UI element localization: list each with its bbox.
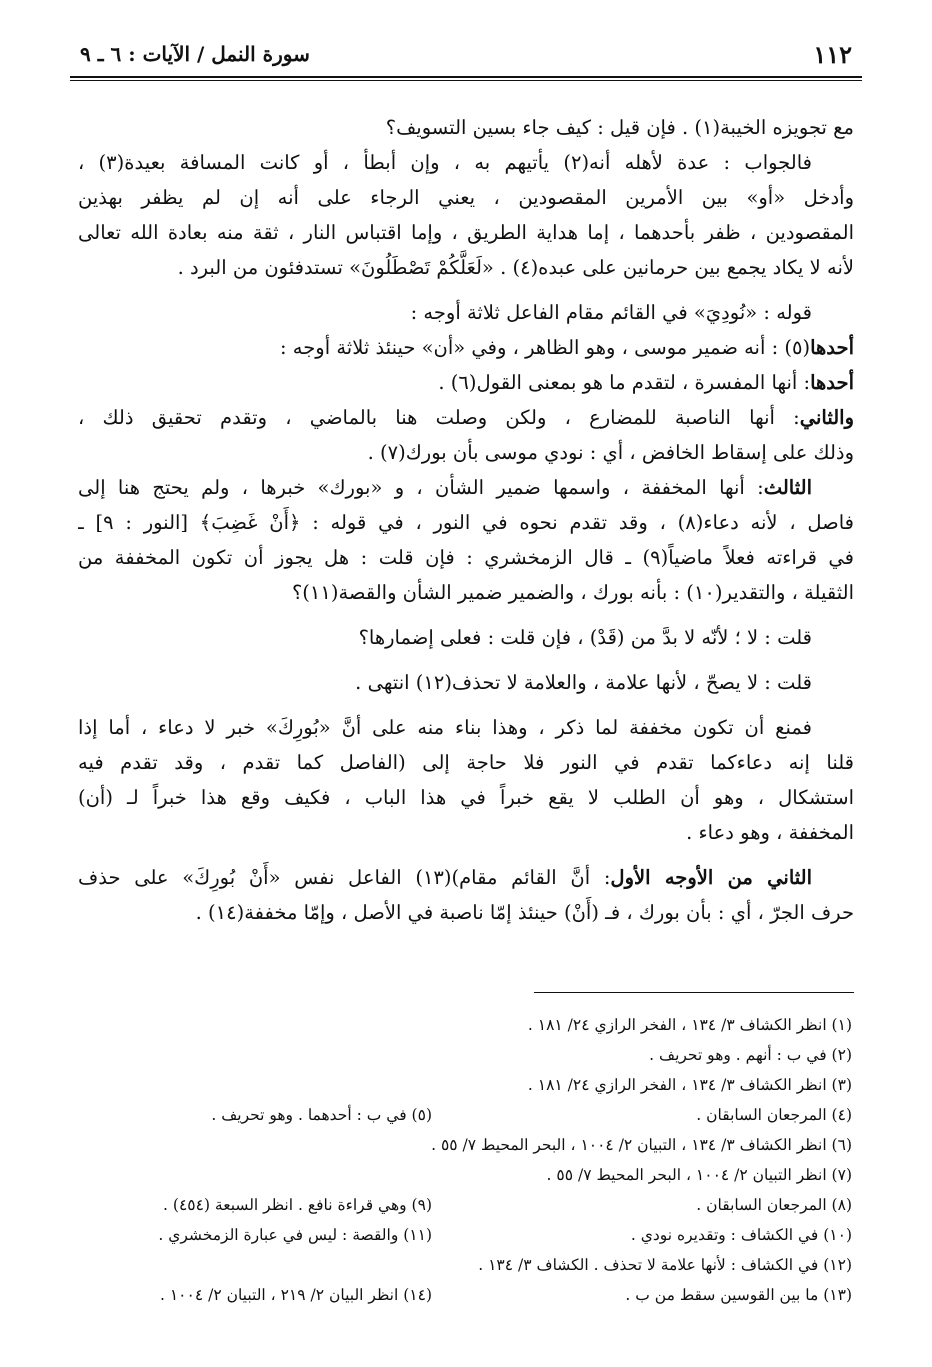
text-line: مع تجويزه الخيبة(١) . فإن قيل : كيف جاء بسين التسويف؟ [385, 116, 854, 139]
text-line: قلت : لا ؛ لأنّه لا بدَّ من (قَدْ) ، فإن قلت : فعلى إضمارها؟ [358, 626, 812, 649]
footnote-rule [534, 992, 854, 993]
text-line: المخففة ، وهو دعاء . [686, 821, 854, 844]
footnote: (٦) انظر الكشاف ٣/ ١٣٤ ، التبيان ٢/ ١٠٠٤ ، البحر المحيط ٧/ ٥٥ . [431, 1136, 852, 1154]
main-text [78, 110, 854, 930]
footnote-row [80, 1010, 852, 1040]
lead-word: أحدها [810, 371, 854, 394]
footnote-row [80, 1220, 852, 1250]
footnote: (٨) المرجعان السابقان . [696, 1196, 852, 1214]
running-title: سورة النمل / الآيات : ٦ ـ ٩ [80, 42, 310, 66]
text-line: الثاني من الأوجه الأول: أنَّ القائم مقام)(١٣) الفاعل نفس «أَنْ بُورِكَ» على حذف [78, 866, 813, 889]
text-line: لأنه لا يكاد يجمع بين حرمانين على عبده(٤) . «لَعَلَّكُمْ تَصْطَلُونَ» تستدفئون من البرد . [177, 256, 854, 279]
text-line: حرف الجرّ ، أي : بأن بورك ، فـ (أَنْ) حينئذ إمّا ناصبة في الأصل ، وإمّا مخففة(١٤) . [195, 901, 854, 924]
page-header [70, 40, 862, 74]
footnote: (١٢) في الكشاف : لأنها علامة لا تحذف . الكشاف ٣/ ١٣٤ . [478, 1256, 852, 1274]
text-line: وذلك على إسقاط الخافض ، أي : نودي موسى بأن بورك(٧) . [367, 441, 854, 464]
footnote: (٢) في ب : أنهم . وهو تحريف . [649, 1046, 852, 1064]
footnote: (١١) والقصة : ليس في عبارة الزمخشري . [158, 1226, 432, 1244]
text-line: فاصل ، لأنه دعاء(٨) ، وقد تقدم نحوه في النور ، في قوله : ﴿أَنْ غَضِبَ﴾ [النور : ٩] ـ [78, 511, 854, 534]
text-line: استشكال ، وهو أن الطلب لا يقع خبراً في هذا الباب ، فكيف وقع هذا خبراً لـ (أن) [78, 786, 854, 809]
footnote-row [80, 1100, 852, 1130]
text-line: وأدخل «أو» بين الأمرين المقصودين ، يعني الرجاء على أنه إن لم يظفر بهذين [78, 186, 854, 209]
header-rule-thin [70, 80, 862, 81]
text-line: قلت : لا يصحّ ، لأنها علامة ، والعلامة لا تحذف(١٢) انتهى . [355, 671, 812, 694]
text-line: الثقيلة ، والتقدير(١٠) : بأنه بورك ، والضمير ضمير الشأن والقصة(١١)؟ [291, 581, 854, 604]
footnote-row [80, 1130, 852, 1160]
text-line: والثاني: أنها الناصبة للمضارع ، ولكن وصلت هنا بالماضي ، وتقدم تحقيق ذلك ، [78, 406, 854, 429]
footnote: (١٤) انظر البيان ٢/ ٢١٩ ، التبيان ٢/ ١٠٠٤ . [159, 1286, 432, 1304]
lead-word: أحدها [810, 336, 854, 359]
text-line: أحدها: أنها المفسرة ، لتقدم ما هو بمعنى القول(٦) . [438, 371, 854, 394]
footnote: (٩) وهي قراءة نافع . انظر السبعة (٤٥٤) . [163, 1196, 432, 1214]
text-line: المقصودين ، ظفر بأحدهما ، إما هداية الطريق ، وإما اقتباس النار ، ثقة منه بعادة الله تعالى [78, 221, 854, 244]
footnote-row [80, 1190, 852, 1220]
footnote: (٤) المرجعان السابقان . [696, 1106, 852, 1124]
footnote: (٣) انظر الكشاف ٣/ ١٣٤ ، الفخر الرازي ٢٤/ ١٨١ . [527, 1076, 852, 1094]
text-line: قوله : «نُودِيَ» في القائم مقام الفاعل ثلاثة أوجه : [410, 301, 812, 324]
page-number: ١١٢ [813, 40, 852, 69]
footnote-row [80, 1250, 852, 1280]
header-rule [70, 76, 862, 78]
text-line: قلنا إنه دعاءكما تقدم في النور فلا حاجة إلى (الفاصل كما تقدم ، وقد تقدم فيه [78, 751, 854, 774]
text-line: الثالث: أنها المخففة ، واسمها ضمير الشأن ، و «بورك» خبرها ، ولم يحتج هنا إلى [78, 476, 812, 499]
footnotes [80, 1010, 852, 1310]
lead-word: الثالث [763, 476, 812, 499]
text-line: في قراءته فعلاً ماضياً(٩) ـ قال الزمخشري : فإن قلت : هل يجوز أن تكون المخففة من [78, 546, 854, 569]
footnote-row [80, 1160, 852, 1190]
lead-word: والثاني [799, 406, 854, 429]
footnote-row [80, 1040, 852, 1070]
footnote: (٥) في ب : أحدهما . وهو تحريف . [211, 1106, 432, 1124]
footnote-row [80, 1280, 852, 1310]
text-line: فمنع أن تكون مخففة لما ذكر ، وهذا بناء منه على أنَّ «بُورِكَ» خبر لا دعاء ، أما إذا [78, 716, 812, 739]
footnote-row [80, 1070, 852, 1100]
text-line: فالجواب : عدة لأهله أنه(٢) يأتيهم به ، وإن أبطأ ، أو كانت المسافة بعيدة(٣) ، [78, 151, 812, 174]
footnote: (١٠) في الكشاف : وتقديره نودي . [630, 1226, 852, 1244]
footnote: (١٣) ما بين القوسين سقط من ب . [625, 1286, 852, 1304]
lead-word: الثاني من الأوجه الأول [610, 866, 813, 889]
footnote: (١) انظر الكشاف ٣/ ١٣٤ ، الفخر الرازي ٢٤/ ١٨١ . [527, 1016, 852, 1034]
text-line: أحدها(٥) : أنه ضمير موسى ، وهو الظاهر ، وفي «أن» حينئذ ثلاثة أوجه : [280, 336, 854, 359]
footnote: (٧) انظر التبيان ٢/ ١٠٠٤ ، البحر المحيط ٧/ ٥٥ . [546, 1166, 852, 1184]
